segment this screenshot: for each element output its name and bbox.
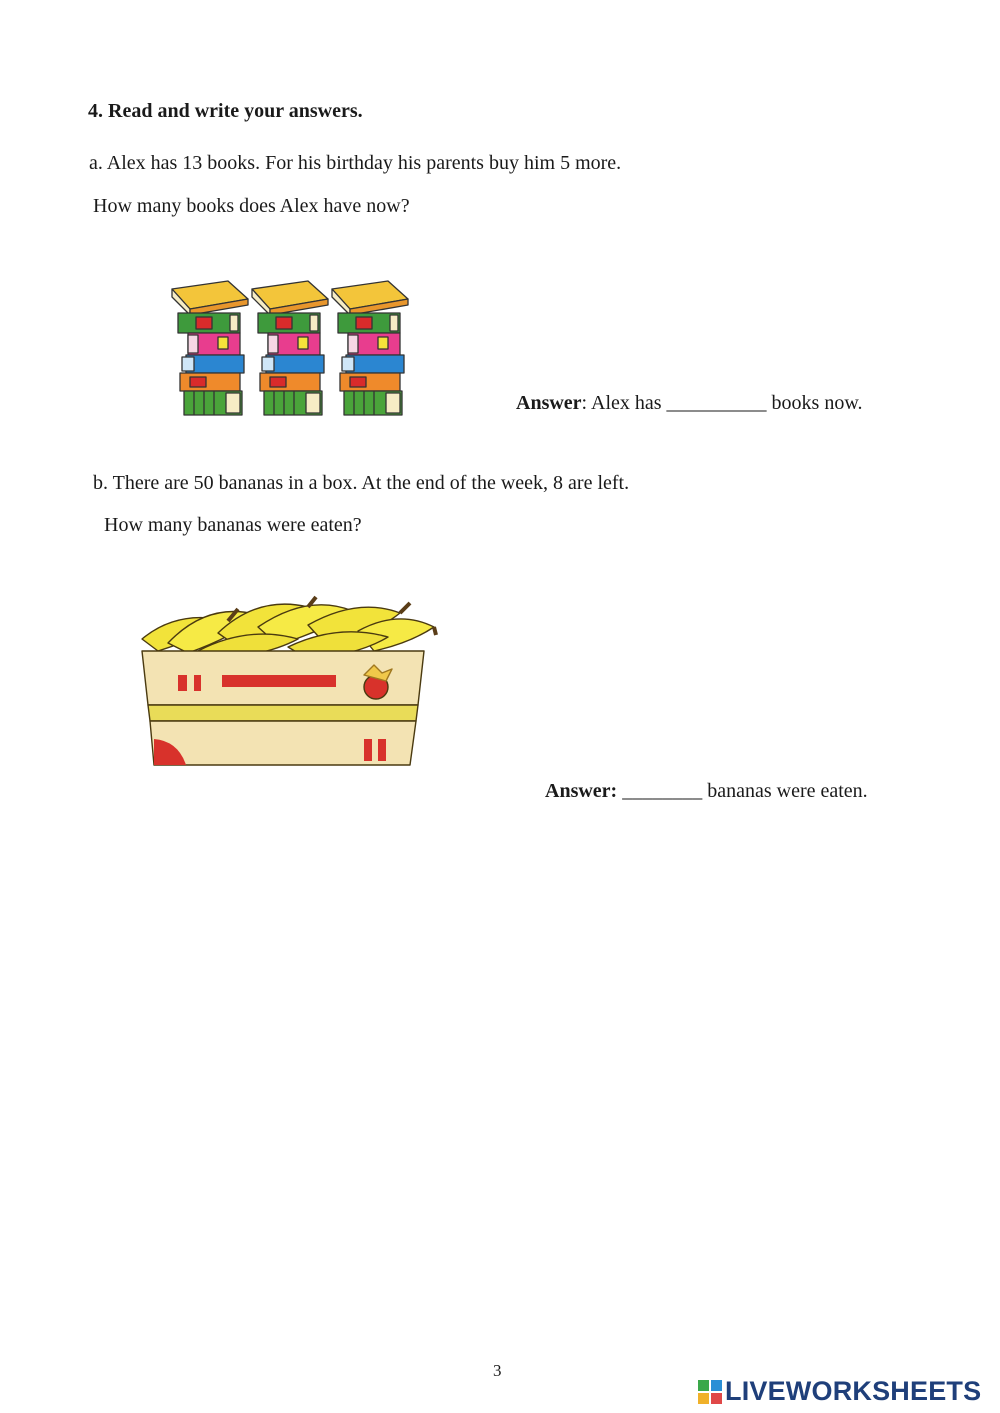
answer-a-label: Answer (516, 392, 582, 414)
question-b-text: b. There are 50 bananas in a box. At the end of the week, 8 are left. (93, 472, 630, 494)
answer-b-label: Answer: (545, 780, 618, 802)
liveworksheets-wordmark: LIVEWORKSHEETS (725, 1376, 982, 1406)
question-b-question: How many bananas were eaten? (104, 514, 362, 536)
answer-b-blank[interactable]: ________ (622, 780, 703, 802)
answer-b (545, 780, 868, 803)
bananas-image (138, 595, 438, 770)
liveworksheets-logo (697, 1376, 981, 1407)
question-a-question: How many books does Alex have now? (93, 195, 410, 217)
page-number: 3 (493, 1361, 502, 1380)
liveworksheets-mark-icon (697, 1379, 723, 1405)
books-image (168, 275, 413, 420)
answer-a-before: : Alex has (581, 392, 667, 414)
answer-b-after: bananas were eaten. (702, 780, 868, 802)
answer-a (516, 392, 862, 415)
question-a-text: a. Alex has 13 books. For his birthday his parents buy him 5 more. (89, 152, 622, 174)
section-heading: 4. Read and write your answers. (88, 100, 363, 122)
answer-a-blank[interactable]: __________ (666, 392, 767, 414)
answer-a-after: books now. (766, 392, 863, 414)
